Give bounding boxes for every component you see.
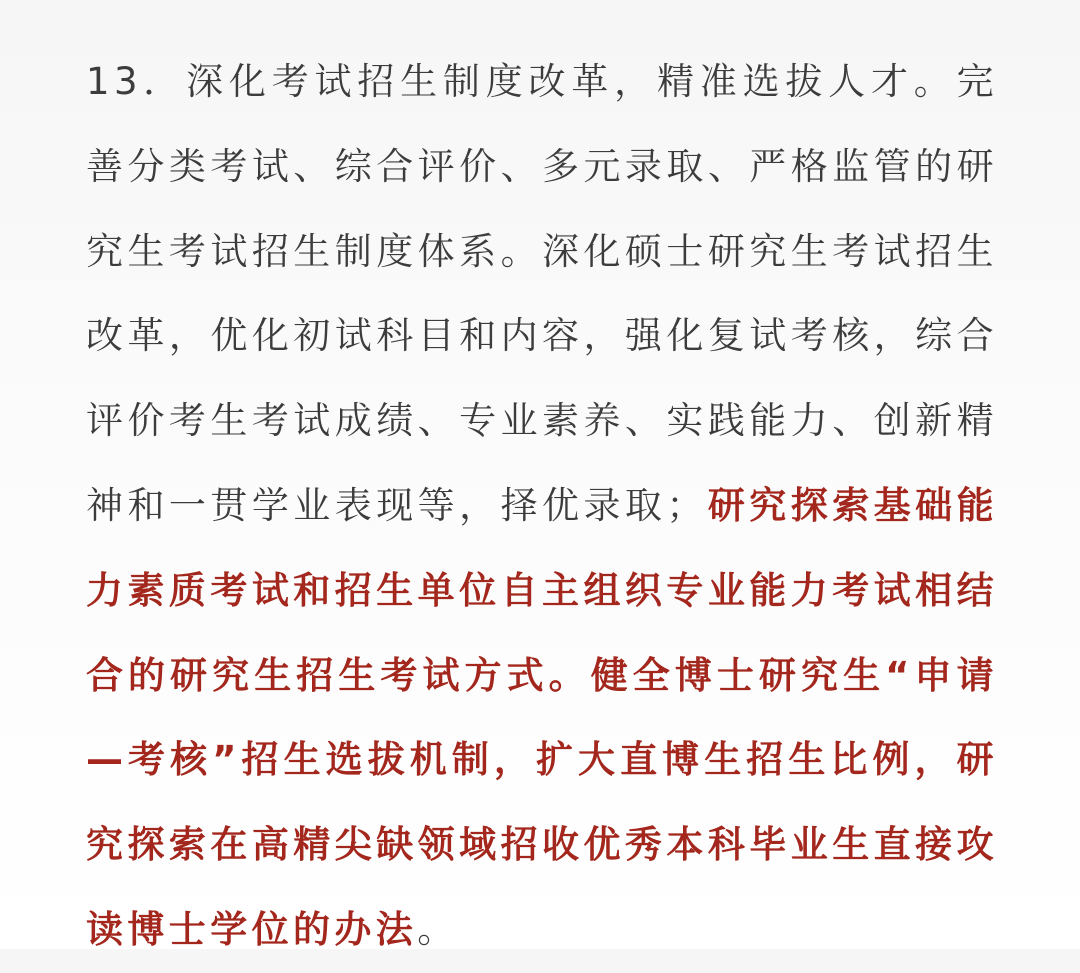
paragraph-body-text: 深化考试招生制度改革，精准选拔人才。完善分类考试、综合评价、多元录取、严格监管的研究生考试招生制度体系。深化硕士研究生考试招生改革，优化初试科目和内容，强化复试考核，综合评价考生考试成绩、专业素养、实践能力、创新精神和一贯学业表现等，择优录取； (86, 60, 998, 527)
paragraph-number: 13． (86, 60, 187, 103)
policy-paragraph (86, 40, 998, 973)
highlighted-policy-text: 研究探索基础能力素质考试和招生单位自主组织专业能力考试相结合的研究生招生考试方式。健全博士研究生“申请—考核”招生选拔机制，扩大直博生招生比例，研究探索在高精尖缺领域招收优秀本科毕业生直接攻读博士学位的办法 (86, 483, 998, 951)
ending-punctuation: 。 (417, 907, 459, 951)
